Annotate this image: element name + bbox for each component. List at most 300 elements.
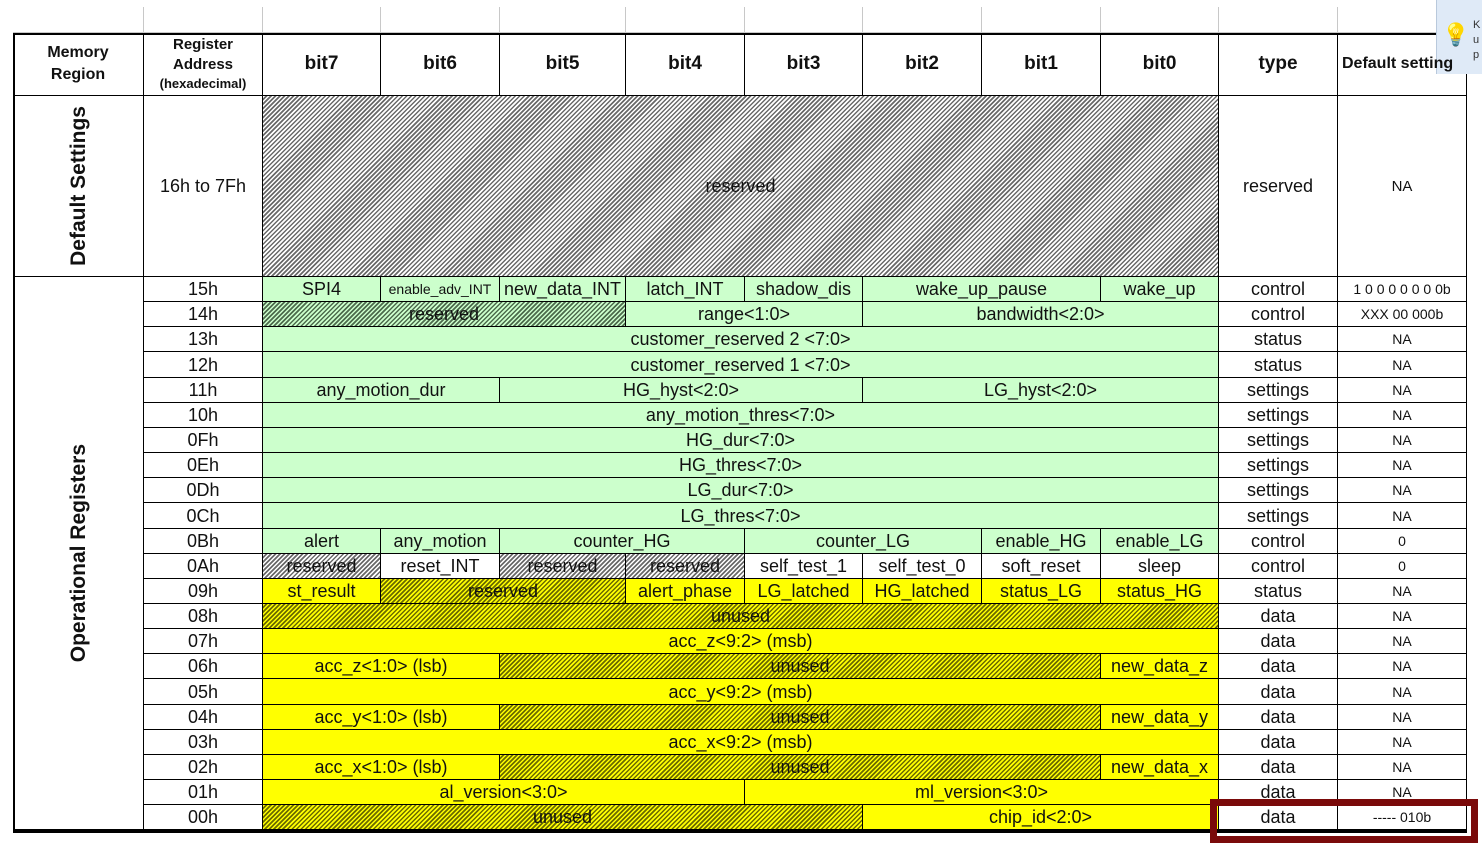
reserved-block-type bbox=[1219, 96, 1338, 277]
register-address bbox=[144, 503, 263, 529]
register-address bbox=[144, 805, 263, 830]
register-default-text: XXX 00 000b bbox=[1360, 306, 1444, 322]
bit-field-text: latch_INT bbox=[646, 279, 724, 299]
header-bit-label: bit1 bbox=[1024, 53, 1058, 75]
header-default-setting-text: Default setting bbox=[1342, 55, 1454, 73]
register-type-text: settings bbox=[1246, 455, 1310, 475]
region-operational-registers-label: Operational Registers bbox=[66, 443, 90, 663]
register-default bbox=[1338, 654, 1467, 679]
register-type bbox=[1219, 654, 1338, 679]
register-type-text: status bbox=[1253, 581, 1303, 601]
register-address bbox=[144, 654, 263, 679]
bit-field bbox=[626, 277, 745, 302]
empty-header-cell bbox=[381, 7, 500, 33]
register-type-text: settings bbox=[1246, 480, 1310, 500]
register-address bbox=[144, 755, 263, 780]
bit-field bbox=[626, 302, 863, 327]
bit-field-text: ml_version<3:0> bbox=[914, 782, 1049, 802]
register-address-text: 0Ah bbox=[186, 556, 220, 576]
register-address bbox=[144, 327, 263, 352]
empty-header-cell bbox=[626, 7, 745, 33]
register-address-text: 0Eh bbox=[186, 455, 220, 475]
bit-field-text: shadow_dis bbox=[755, 279, 852, 299]
bit-field-text: any_motion_thres<7:0> bbox=[645, 405, 836, 425]
empty-header-cell bbox=[863, 7, 982, 33]
register-type bbox=[1219, 679, 1338, 705]
bit-field bbox=[863, 554, 982, 579]
bit-field bbox=[626, 554, 745, 579]
header-bit4 bbox=[626, 33, 745, 96]
bit-field bbox=[263, 529, 381, 554]
register-type bbox=[1219, 730, 1338, 755]
register-default bbox=[1338, 679, 1467, 705]
region-default-settings-label: Default Settings bbox=[66, 106, 90, 266]
register-type-text: data bbox=[1260, 707, 1296, 727]
register-default bbox=[1338, 403, 1467, 428]
bit-field bbox=[381, 277, 500, 302]
register-address bbox=[144, 730, 263, 755]
tip-popup-text bbox=[1473, 18, 1480, 63]
register-default bbox=[1338, 277, 1467, 302]
tip-line: p bbox=[1473, 49, 1480, 61]
register-address bbox=[144, 529, 263, 554]
register-type-text: settings bbox=[1246, 430, 1310, 450]
bit-field bbox=[863, 302, 1219, 327]
bit-field bbox=[263, 679, 1219, 705]
bit-field bbox=[863, 805, 1219, 830]
table-left-border bbox=[13, 33, 15, 833]
register-address-text: 15h bbox=[187, 279, 219, 299]
bit-field-text: reserved bbox=[527, 556, 598, 576]
register-address-text: 13h bbox=[187, 329, 219, 349]
empty-header-cell bbox=[1219, 7, 1338, 33]
bit-field-text: st_result bbox=[287, 581, 356, 601]
header-register-line-2: Address bbox=[172, 56, 234, 74]
bit-field-text: reserved bbox=[286, 556, 357, 576]
empty-header-cell bbox=[500, 7, 626, 33]
bit-field-text: HG_latched bbox=[874, 581, 970, 601]
header-memory-region bbox=[13, 33, 144, 96]
bit-field bbox=[1101, 755, 1219, 780]
bit-field bbox=[500, 529, 745, 554]
register-type bbox=[1219, 277, 1338, 302]
bit-field-text: customer_reserved 2 <7:0> bbox=[630, 329, 851, 349]
bit-field bbox=[263, 780, 745, 805]
bit-field-text: unused bbox=[770, 707, 830, 727]
register-type-text: data bbox=[1260, 606, 1296, 626]
register-default-text: 1 0 0 0 0 0 0 0b bbox=[1353, 281, 1451, 297]
bit-field bbox=[263, 403, 1219, 428]
register-address bbox=[144, 302, 263, 327]
register-default bbox=[1338, 554, 1467, 579]
register-default bbox=[1338, 352, 1467, 378]
register-type-text: control bbox=[1250, 279, 1306, 299]
bit-field-text: range<1:0> bbox=[697, 304, 791, 324]
bit-field-text: new_data_y bbox=[1110, 707, 1209, 727]
register-type bbox=[1219, 428, 1338, 453]
header-bit5 bbox=[500, 33, 626, 96]
register-address-text: 14h bbox=[187, 304, 219, 324]
bit-field-text: customer_reserved 1 <7:0> bbox=[630, 354, 851, 375]
empty-header-cell bbox=[1101, 7, 1219, 33]
bit-field-text: alert_phase bbox=[637, 581, 733, 601]
register-address bbox=[144, 277, 263, 302]
register-default-text: NA bbox=[1392, 356, 1412, 373]
register-default bbox=[1338, 302, 1467, 327]
bit-field-text: LG_hyst<2:0> bbox=[983, 380, 1098, 400]
register-address bbox=[144, 780, 263, 805]
register-type bbox=[1219, 705, 1338, 730]
bit-field-text: self_test_0 bbox=[878, 556, 966, 576]
register-type-text: control bbox=[1250, 531, 1306, 551]
register-type bbox=[1219, 403, 1338, 428]
register-type-text: control bbox=[1250, 304, 1306, 324]
register-default bbox=[1338, 730, 1467, 755]
register-address bbox=[144, 679, 263, 705]
register-address-text: 08h bbox=[187, 606, 219, 626]
register-type bbox=[1219, 554, 1338, 579]
empty-header-cell bbox=[13, 7, 144, 33]
bit-field-text: LG_latched bbox=[757, 581, 850, 601]
register-type bbox=[1219, 327, 1338, 352]
register-default bbox=[1338, 604, 1467, 629]
bit-field-text: HG_hyst<2:0> bbox=[622, 380, 740, 400]
register-type bbox=[1219, 453, 1338, 478]
register-address-text: 11h bbox=[188, 380, 218, 400]
register-default-text: NA bbox=[1392, 482, 1412, 498]
bit-field-text: reserved bbox=[408, 304, 480, 324]
bit-field bbox=[263, 378, 500, 403]
header-bit7 bbox=[263, 33, 381, 96]
register-type bbox=[1219, 378, 1338, 403]
tip-line: u bbox=[1473, 34, 1480, 46]
highlight-box bbox=[1210, 799, 1478, 843]
bit-field-text: acc_x<1:0> (lsb) bbox=[314, 757, 448, 777]
bit-field bbox=[263, 755, 500, 780]
bit-field-text: HG_thres<7:0> bbox=[678, 455, 803, 475]
register-type-text: status bbox=[1253, 329, 1303, 349]
bit-field bbox=[745, 277, 863, 302]
reserved-block-address bbox=[144, 96, 263, 277]
register-address-text: 0Fh bbox=[187, 430, 219, 450]
register-type bbox=[1219, 604, 1338, 629]
register-type bbox=[1219, 503, 1338, 529]
bit-field bbox=[1101, 705, 1219, 730]
header-bit2 bbox=[863, 33, 982, 96]
bit-field bbox=[745, 529, 982, 554]
bit-field-text: bandwidth<2:0> bbox=[976, 304, 1105, 324]
bit-field-text: reserved bbox=[649, 556, 721, 576]
register-type bbox=[1219, 352, 1338, 378]
bit-field-text: self_test_1 bbox=[759, 556, 848, 576]
bit-field bbox=[500, 554, 626, 579]
bit-field-text: reserved bbox=[467, 581, 539, 601]
bit-field-text: unused bbox=[770, 656, 830, 676]
header-bit1 bbox=[982, 33, 1101, 96]
bit-field-text: new_data_z bbox=[1110, 656, 1209, 676]
register-default-text: NA bbox=[1392, 331, 1412, 347]
register-type bbox=[1219, 629, 1338, 654]
register-address bbox=[144, 428, 263, 453]
register-address-text: 06h bbox=[187, 656, 219, 676]
register-map-table bbox=[13, 7, 1470, 833]
register-address-text: 01h bbox=[187, 782, 219, 802]
register-address-text: 09h bbox=[187, 581, 219, 601]
reserved-block-bits bbox=[263, 96, 1219, 277]
bit-field-text: sleep bbox=[1137, 556, 1182, 576]
register-default-text: NA bbox=[1392, 633, 1412, 649]
register-default bbox=[1338, 453, 1467, 478]
register-default-text: NA bbox=[1392, 382, 1412, 398]
bit-field-text: unused bbox=[770, 757, 830, 777]
register-type bbox=[1219, 755, 1338, 780]
register-type-text: data bbox=[1260, 757, 1296, 777]
bit-field bbox=[863, 378, 1219, 403]
register-type bbox=[1219, 529, 1338, 554]
bit-field bbox=[1101, 529, 1219, 554]
bit-field bbox=[263, 453, 1219, 478]
bit-field-text: acc_z<9:2> (msb) bbox=[668, 631, 813, 651]
register-default-text: NA bbox=[1392, 784, 1412, 800]
register-address-text: 0Ch bbox=[186, 505, 220, 526]
header-register-address bbox=[144, 33, 263, 96]
bit-field-text: LG_dur<7:0> bbox=[687, 480, 794, 500]
register-address bbox=[144, 403, 263, 428]
register-type-text: settings bbox=[1246, 380, 1310, 400]
register-type bbox=[1219, 478, 1338, 503]
register-default bbox=[1338, 428, 1467, 453]
bit-field-text: unused bbox=[532, 807, 593, 827]
header-bit-label: bit2 bbox=[905, 53, 939, 75]
register-address bbox=[144, 478, 263, 503]
bit-field bbox=[1101, 654, 1219, 679]
register-address bbox=[144, 579, 263, 604]
bit-field bbox=[1101, 579, 1219, 604]
bit-field bbox=[982, 579, 1101, 604]
bit-field bbox=[863, 277, 1101, 302]
header-register-line-1: Register bbox=[172, 35, 234, 53]
register-default-text: NA bbox=[1392, 709, 1412, 725]
register-address bbox=[144, 604, 263, 629]
bit-field-text: enable_LG bbox=[1115, 531, 1204, 551]
register-default-text: NA bbox=[1392, 457, 1412, 473]
bit-field bbox=[500, 654, 1101, 679]
register-type-text: data bbox=[1260, 631, 1296, 651]
register-default bbox=[1338, 503, 1467, 529]
bit-field bbox=[745, 780, 1219, 805]
empty-header-cell bbox=[982, 7, 1101, 33]
bit-field bbox=[863, 579, 982, 604]
empty-header-cell bbox=[144, 7, 263, 33]
register-address-text: 0Dh bbox=[186, 480, 220, 500]
register-default bbox=[1338, 327, 1467, 352]
header-bit6 bbox=[381, 33, 500, 96]
register-default bbox=[1338, 478, 1467, 503]
register-default bbox=[1338, 579, 1467, 604]
register-type-text: data bbox=[1260, 681, 1296, 702]
register-default-text: NA bbox=[1392, 507, 1412, 524]
region-operational-registers bbox=[13, 277, 144, 830]
bit-field-text: status_HG bbox=[1116, 581, 1203, 601]
bit-field bbox=[263, 478, 1219, 503]
register-address-text: 07h bbox=[187, 631, 219, 651]
bit-field bbox=[500, 378, 863, 403]
reserved-block-address-text: 16h to 7Fh bbox=[159, 176, 247, 196]
register-type-text: data bbox=[1260, 732, 1296, 752]
register-address bbox=[144, 705, 263, 730]
bit-field-text: counter_LG bbox=[815, 531, 911, 551]
header-bit-label: bit6 bbox=[423, 53, 457, 75]
bit-field bbox=[500, 277, 626, 302]
bit-field-text: chip_id<2:0> bbox=[988, 807, 1093, 827]
register-default bbox=[1338, 378, 1467, 403]
bit-field-text: reset_INT bbox=[400, 556, 480, 576]
bit-field bbox=[263, 302, 626, 327]
register-default-text: NA bbox=[1392, 759, 1412, 775]
bit-field bbox=[500, 705, 1101, 730]
bit-field-text: status_LG bbox=[999, 581, 1083, 601]
register-type-text: control bbox=[1250, 556, 1306, 576]
register-address-text: 12h bbox=[187, 354, 219, 375]
reserved-block-type-text: reserved bbox=[1242, 176, 1314, 196]
register-default-text: NA bbox=[1392, 658, 1412, 674]
bit-field-text: acc_x<9:2> (msb) bbox=[668, 732, 813, 752]
bit-field-text: HG_dur<7:0> bbox=[685, 430, 796, 450]
register-default-text: NA bbox=[1392, 583, 1412, 599]
bit-field bbox=[982, 554, 1101, 579]
bit-field bbox=[1101, 277, 1219, 302]
register-address-text: 0Bh bbox=[186, 531, 220, 551]
register-default-text: ----- 010b bbox=[1372, 809, 1432, 825]
bit-field bbox=[500, 755, 1101, 780]
header-type-text: type bbox=[1258, 53, 1298, 75]
bit-field-text: acc_z<1:0> (lsb) bbox=[314, 656, 448, 676]
bit-field-text: new_data_INT bbox=[503, 279, 622, 299]
register-default-text: NA bbox=[1392, 608, 1412, 624]
bit-field-text: acc_y<1:0> (lsb) bbox=[314, 707, 448, 727]
bit-field-text: any_motion_dur bbox=[316, 380, 446, 400]
header-bit-label: bit4 bbox=[668, 53, 702, 75]
register-type-text: data bbox=[1260, 782, 1296, 802]
lightbulb-icon: 💡 bbox=[1442, 22, 1470, 47]
register-address bbox=[144, 453, 263, 478]
register-default-text: 0 bbox=[1398, 558, 1406, 574]
bit-field bbox=[381, 579, 626, 604]
register-type-text: settings bbox=[1246, 405, 1310, 425]
bit-field bbox=[263, 654, 500, 679]
bit-field bbox=[381, 529, 500, 554]
register-type-text: settings bbox=[1246, 505, 1310, 526]
empty-header-cell bbox=[745, 7, 863, 33]
bit-field bbox=[263, 352, 1219, 378]
bit-field bbox=[263, 428, 1219, 453]
register-type-text: status bbox=[1253, 354, 1303, 375]
header-type bbox=[1219, 33, 1338, 96]
bit-field bbox=[263, 503, 1219, 529]
bit-field-text: al_version<3:0> bbox=[439, 782, 568, 802]
register-address-text: 05h bbox=[187, 681, 219, 702]
register-default bbox=[1338, 629, 1467, 654]
register-default-text: NA bbox=[1392, 683, 1412, 700]
bit-field bbox=[263, 705, 500, 730]
register-type bbox=[1219, 302, 1338, 327]
region-default-settings bbox=[13, 96, 144, 277]
register-address bbox=[144, 352, 263, 378]
register-type-text: data bbox=[1260, 807, 1296, 827]
header-bit-label: bit3 bbox=[786, 53, 821, 75]
bit-field bbox=[982, 529, 1101, 554]
bit-field bbox=[745, 579, 863, 604]
bit-field bbox=[1101, 554, 1219, 579]
bit-field-text: acc_y<9:2> (msb) bbox=[668, 681, 813, 702]
header-bit0 bbox=[1101, 33, 1219, 96]
bit-field-text: any_motion bbox=[393, 531, 487, 551]
bit-field-text: soft_reset bbox=[1001, 556, 1081, 576]
header-bit-label: bit0 bbox=[1142, 53, 1177, 75]
register-type bbox=[1219, 579, 1338, 604]
bit-field-text: unused bbox=[710, 606, 771, 626]
register-default-text: NA bbox=[1392, 734, 1412, 750]
register-default-text: NA bbox=[1392, 407, 1412, 423]
bit-field bbox=[263, 554, 381, 579]
register-default-text: 0 bbox=[1398, 533, 1406, 549]
register-address-text: 04h bbox=[187, 707, 219, 727]
register-default-text: NA bbox=[1392, 432, 1412, 448]
bit-field-text: wake_up_pause bbox=[915, 279, 1048, 299]
register-default bbox=[1338, 705, 1467, 730]
bit-field-text: new_data_x bbox=[1110, 757, 1209, 777]
reserved-block-default bbox=[1338, 96, 1467, 277]
register-address bbox=[144, 629, 263, 654]
bit-field bbox=[263, 327, 1219, 352]
header-register-line-3: (hexadecimal) bbox=[159, 76, 247, 92]
empty-header-cell bbox=[263, 7, 381, 33]
bit-field-text: LG_thres<7:0> bbox=[680, 505, 801, 526]
register-default bbox=[1338, 529, 1467, 554]
header-bit3 bbox=[745, 33, 863, 96]
bit-field bbox=[263, 805, 863, 830]
header-bit-label: bit5 bbox=[545, 53, 580, 75]
bit-field bbox=[263, 579, 381, 604]
bit-field-text: enable_adv_INT bbox=[388, 281, 492, 297]
bit-field bbox=[626, 579, 745, 604]
bit-field bbox=[381, 554, 500, 579]
bit-field bbox=[263, 730, 1219, 755]
bit-field-text: alert bbox=[303, 531, 339, 551]
bit-field-text: enable_HG bbox=[995, 531, 1087, 551]
register-address-text: 00h bbox=[187, 807, 219, 827]
bit-field-text: wake_up bbox=[1123, 279, 1196, 299]
bit-field bbox=[263, 277, 381, 302]
register-address bbox=[144, 378, 263, 403]
header-bit-label: bit7 bbox=[304, 53, 339, 75]
register-default bbox=[1338, 755, 1467, 780]
register-address-text: 02h bbox=[187, 757, 219, 777]
bit-field-text: counter_HG bbox=[573, 531, 671, 551]
header-memory-region-text: Memory Region bbox=[47, 44, 109, 83]
register-address-text: 10h bbox=[187, 405, 219, 425]
register-type-text: data bbox=[1260, 656, 1296, 676]
bit-field bbox=[745, 554, 863, 579]
bit-field bbox=[263, 604, 1219, 629]
register-address bbox=[144, 554, 263, 579]
reserved-block-label: reserved bbox=[705, 176, 776, 196]
bit-field-text: SPI4 bbox=[301, 279, 342, 299]
reserved-block-default-text: NA bbox=[1391, 177, 1413, 195]
register-address-text: 03h bbox=[187, 732, 219, 752]
bit-field bbox=[263, 629, 1219, 654]
tip-line: K bbox=[1473, 19, 1481, 31]
